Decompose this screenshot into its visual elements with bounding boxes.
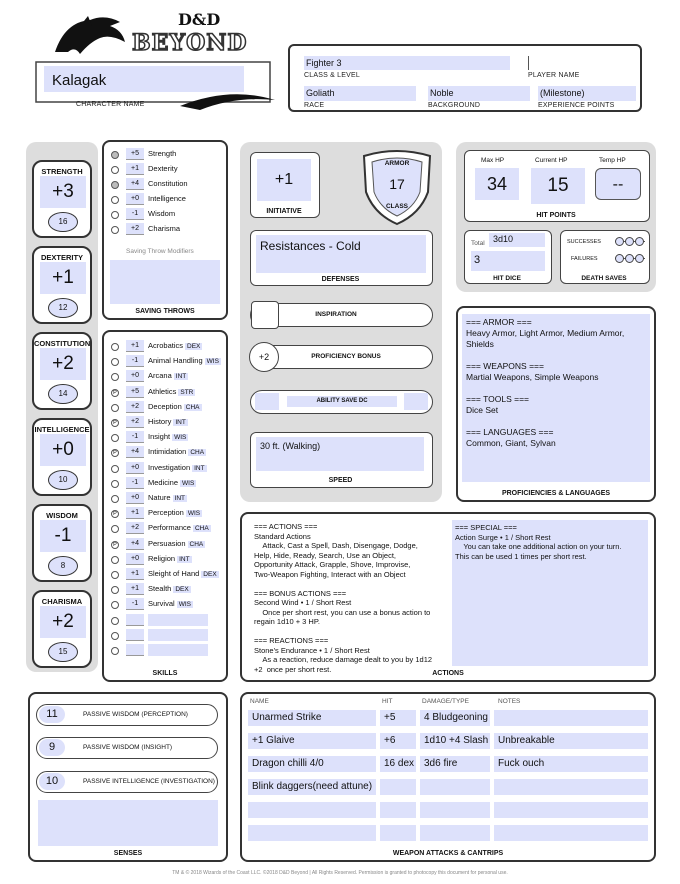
success-checks xyxy=(615,237,645,247)
weapon-hit-cell[interactable]: +6 xyxy=(380,733,416,749)
ability-save-right[interactable] xyxy=(404,393,428,410)
ability-modifier[interactable]: +2 xyxy=(40,348,86,380)
speed-box xyxy=(250,432,433,488)
skill-value: +5 xyxy=(126,386,144,398)
skill-name xyxy=(148,463,207,472)
experience-field[interactable]: (Milestone) xyxy=(538,86,636,101)
skill-name-text: Intimidation xyxy=(148,447,187,457)
successes-label: SUCCESSES xyxy=(567,239,601,245)
skill-stat: WIS xyxy=(187,510,201,518)
skill-row[interactable] xyxy=(104,446,224,460)
save-value: +2 xyxy=(126,223,144,235)
sense-label: PASSIVE WISDOM (INSIGHT) xyxy=(83,744,173,751)
skill-value[interactable] xyxy=(126,629,144,641)
skill-name-text: Deception xyxy=(148,401,182,411)
skill-row-empty[interactable] xyxy=(104,644,224,658)
skill-value: +4 xyxy=(126,446,144,458)
proficiency-circle[interactable] xyxy=(111,151,119,159)
defenses-box xyxy=(250,230,433,286)
failure-circle[interactable] xyxy=(615,254,624,263)
skill-stat: WIS xyxy=(174,434,187,442)
save-value: -1 xyxy=(126,208,144,220)
skill-name xyxy=(148,554,192,563)
proficiency-circle[interactable] xyxy=(111,480,119,488)
weapon-name-cell[interactable]: Unarmed Strike xyxy=(248,710,376,726)
initiative-label: INITIATIVE xyxy=(266,208,302,215)
skill-row[interactable] xyxy=(104,538,224,552)
ability-wisdom xyxy=(32,504,92,582)
player-name-field[interactable] xyxy=(528,56,628,70)
ability-dexterity xyxy=(32,246,92,324)
dragon-logo-icon xyxy=(50,12,130,58)
speed-label: SPEED xyxy=(328,477,353,484)
weapon-hit-cell[interactable] xyxy=(380,779,416,795)
skill-name-text: Persuasion xyxy=(148,538,186,548)
skill-name-text: Stealth xyxy=(148,584,172,594)
save-value: +1 xyxy=(126,163,144,175)
save-intelligence[interactable] xyxy=(104,193,224,207)
logo xyxy=(50,10,270,60)
skill-name-text: Arcana xyxy=(148,371,172,381)
skill-name-field[interactable] xyxy=(148,614,208,626)
proficiency-circle[interactable] xyxy=(111,226,119,234)
weapon-name-cell[interactable]: Dragon chilli 4/0 xyxy=(248,756,376,772)
character-name-label: CHARACTER NAME xyxy=(76,101,145,108)
proficiency-circle[interactable] xyxy=(111,166,119,174)
skill-name-text: Survival xyxy=(148,599,175,609)
sense-label: PASSIVE WISDOM (PERCEPTION) xyxy=(83,711,188,718)
proficiency-circle[interactable] xyxy=(111,556,119,564)
armor-class-value[interactable]: 17 xyxy=(389,176,405,192)
skill-name-text: Acrobatics xyxy=(148,341,184,350)
ability-score[interactable]: 8 xyxy=(48,556,78,576)
skill-name xyxy=(148,599,193,608)
weapon-hit-cell[interactable] xyxy=(380,825,416,841)
saving-throw-modifiers-field[interactable] xyxy=(110,260,220,304)
current-hp-value[interactable]: 15 xyxy=(531,168,585,204)
sense-label: PASSIVE INTELLIGENCE (INVESTIGATION) xyxy=(83,778,215,785)
skill-value: -1 xyxy=(126,355,144,367)
skill-name xyxy=(148,493,187,502)
weapon-notes-cell[interactable]: Fuck ouch xyxy=(494,756,648,772)
inspiration-label: INSPIRATION xyxy=(315,311,357,318)
save-strength[interactable] xyxy=(104,148,224,162)
proficiency-circle[interactable] xyxy=(111,571,119,579)
save-name: Strength xyxy=(148,149,177,158)
ability-name: CONSTITUTION xyxy=(34,339,91,348)
ability-save-pill xyxy=(250,390,433,414)
defenses-label: DEFENSES xyxy=(321,276,360,283)
weapon-hit-cell[interactable] xyxy=(380,802,416,818)
background-field[interactable]: Noble xyxy=(428,86,530,101)
weapons-title: WEAPON ATTACKS & CANTRIPS xyxy=(392,850,504,857)
footer-text: TM & © 2018 Wizards of the Coast LLC. ©2018 D&D Beyond | All Rights Reserved. Permission is granted to photocopy this document for personal use. xyxy=(172,870,508,876)
skill-name xyxy=(148,371,188,380)
armor-class-shield xyxy=(360,148,434,226)
proficiency-circle[interactable] xyxy=(111,434,119,442)
weapon-name-cell[interactable] xyxy=(248,825,376,841)
save-constitution[interactable] xyxy=(104,178,224,192)
inspiration-pill[interactable] xyxy=(250,303,433,327)
passive-investigation xyxy=(36,771,218,793)
weapon-notes-cell[interactable]: Unbreakable xyxy=(494,733,648,749)
skill-value: -1 xyxy=(126,477,144,489)
ability-name: DEXTERITY xyxy=(40,253,84,262)
skill-name xyxy=(148,478,196,487)
class-level-label: CLASS & LEVEL xyxy=(304,72,360,79)
skill-row-empty[interactable] xyxy=(104,629,224,643)
weapon-header-notes: NOTES xyxy=(498,698,521,705)
skill-name-text: Performance xyxy=(148,523,191,533)
proficiencies-text[interactable]: === ARMOR === Heavy Armor, Light Armor, Medium Armor, Shields === WEAPONS === Martial Weapons, Simple Weapons === TOOLS === Dice Set === LANGUAGES === Common, Giant, Sylvan xyxy=(462,314,650,482)
ability-score[interactable]: 14 xyxy=(48,384,78,404)
armor-label: ARMOR xyxy=(384,160,410,167)
skill-row-empty[interactable] xyxy=(104,614,224,628)
skill-name-text: Religion xyxy=(148,553,176,563)
failure-checks xyxy=(615,254,645,264)
proficiency-circle[interactable] xyxy=(111,617,119,625)
ability-save-label: ABILITY SAVE DC xyxy=(316,398,368,404)
actions-title: ACTIONS xyxy=(432,670,464,677)
max-hp-value[interactable]: 34 xyxy=(475,168,519,200)
skill-value: +1 xyxy=(126,568,144,580)
skill-name-text: Sleight of Hand xyxy=(148,569,200,578)
weapon-header-name: NAME xyxy=(250,698,269,705)
ability-modifier[interactable]: +1 xyxy=(40,262,86,294)
header-info xyxy=(288,44,642,112)
skill-row[interactable] xyxy=(104,401,224,415)
skill-name-text: History xyxy=(148,417,172,426)
skill-name-text: Insight xyxy=(148,432,171,442)
proficiency-circle[interactable] xyxy=(111,586,119,594)
logo-dnd: D&D xyxy=(178,10,221,29)
weapon-damage-cell[interactable]: 3d6 fire xyxy=(420,756,490,772)
sense-value[interactable]: 10 xyxy=(39,773,65,790)
proficiencies-panel xyxy=(456,306,656,502)
weapon-notes-cell[interactable] xyxy=(494,710,648,726)
skill-row[interactable] xyxy=(104,462,224,476)
skill-name xyxy=(148,387,195,396)
success-circle[interactable] xyxy=(615,237,624,246)
death-saves-box xyxy=(560,230,650,284)
proficiency-circle[interactable] xyxy=(111,196,119,204)
skill-name xyxy=(148,523,211,532)
skill-stat: WIS xyxy=(182,479,195,487)
race-field[interactable]: Goliath xyxy=(304,86,416,101)
save-name: Intelligence xyxy=(148,194,186,203)
save-name: Charisma xyxy=(148,224,181,233)
skill-value: -1 xyxy=(126,431,144,443)
skill-name-field[interactable] xyxy=(148,629,208,641)
proficiency-bonus-value[interactable]: +2 xyxy=(249,342,279,372)
player-name-label: PLAYER NAME xyxy=(528,72,580,79)
ability-save-left[interactable] xyxy=(255,393,279,410)
proficiency-circle[interactable]: P xyxy=(111,419,119,427)
skill-name-text: Animal Handling xyxy=(148,356,203,366)
proficiency-circle[interactable]: P xyxy=(111,510,119,518)
ability-score[interactable]: 16 xyxy=(48,212,78,232)
hit-dice-value[interactable]: 3 xyxy=(471,251,545,271)
skill-name xyxy=(148,356,221,365)
max-hp-label: Max HP xyxy=(481,157,505,164)
saving-throws-panel xyxy=(102,140,228,320)
skill-row[interactable] xyxy=(104,522,224,536)
skill-name-text: Perception xyxy=(148,508,184,518)
skill-name xyxy=(148,341,202,350)
skill-row[interactable] xyxy=(104,340,224,354)
proficiency-bonus-label: PROFICIENCY BONUS xyxy=(311,353,381,360)
skill-stat: CHA xyxy=(194,525,209,533)
character-name-scroll xyxy=(30,56,280,112)
skill-row[interactable] xyxy=(104,370,224,384)
failure-circle[interactable] xyxy=(625,254,634,263)
skill-name xyxy=(148,402,202,411)
skill-value: +4 xyxy=(126,538,144,550)
proficiency-circle[interactable]: P xyxy=(111,389,119,397)
proficiency-circle[interactable] xyxy=(111,358,119,366)
actions-panel xyxy=(240,512,656,682)
experience-label: EXPERIENCE POINTS xyxy=(538,102,615,109)
skill-row[interactable] xyxy=(104,583,224,597)
skill-value: +0 xyxy=(126,553,144,565)
ability-name: CHARISMA xyxy=(41,597,83,606)
logo-beyond: BEYOND xyxy=(132,30,248,56)
save-dexterity[interactable] xyxy=(104,163,224,177)
skills-title: SKILLS xyxy=(152,670,178,677)
proficiency-circle[interactable] xyxy=(111,181,119,189)
skill-value: +2 xyxy=(126,416,144,428)
weapon-notes-cell[interactable] xyxy=(494,825,648,841)
skill-value: +0 xyxy=(126,492,144,504)
skill-stat: WIS xyxy=(206,358,219,366)
weapon-notes-cell[interactable] xyxy=(494,779,648,795)
inspiration-checkbox[interactable] xyxy=(251,301,279,329)
skills-panel xyxy=(102,330,228,682)
skill-stat: INT xyxy=(194,464,205,472)
skill-name xyxy=(148,417,188,426)
skill-row[interactable] xyxy=(104,553,224,567)
weapon-damage-cell[interactable] xyxy=(420,802,490,818)
skill-row[interactable] xyxy=(104,598,224,612)
skill-value: -1 xyxy=(126,598,144,610)
hit-dice-total[interactable]: 3d10 xyxy=(489,233,545,247)
skill-stat: DEX xyxy=(187,343,201,350)
character-name-field[interactable]: Kalagak xyxy=(44,66,244,92)
weapon-damage-cell[interactable] xyxy=(420,779,490,795)
proficiency-circle[interactable]: P xyxy=(111,541,119,549)
weapon-damage-cell[interactable]: 4 Bludgeoning xyxy=(420,710,490,726)
skill-value[interactable] xyxy=(126,644,144,656)
ability-name: INTELLIGENCE xyxy=(34,425,90,434)
skill-name-field[interactable] xyxy=(148,644,208,656)
hit-dice-box xyxy=(464,230,552,284)
skill-name-text: Investigation xyxy=(148,462,191,472)
skill-name xyxy=(148,584,191,593)
ability-score[interactable]: 10 xyxy=(48,470,78,490)
skill-stat: STR xyxy=(180,388,194,396)
proficiency-circle[interactable] xyxy=(111,525,119,533)
proficiency-circle[interactable] xyxy=(111,647,119,655)
save-value: +0 xyxy=(126,193,144,205)
proficiency-circle[interactable] xyxy=(111,343,119,351)
senses-notes[interactable] xyxy=(38,800,218,846)
skill-name xyxy=(148,447,206,456)
current-hp-label: Current HP xyxy=(535,157,568,164)
skill-stat: CHA xyxy=(190,449,205,457)
save-charisma[interactable] xyxy=(104,223,224,237)
ability-name: WISDOM xyxy=(46,511,78,520)
save-value: +4 xyxy=(126,178,144,190)
skill-value: +1 xyxy=(126,340,144,352)
weapon-damage-cell[interactable] xyxy=(420,825,490,841)
ability-modifier[interactable]: +3 xyxy=(40,176,86,208)
skill-name xyxy=(148,569,219,578)
sense-value[interactable]: 11 xyxy=(39,706,65,723)
proficiency-circle[interactable] xyxy=(111,632,119,640)
hit-dice-total-label: Total xyxy=(471,240,485,247)
save-value: +5 xyxy=(126,148,144,160)
proficiency-circle[interactable] xyxy=(111,373,119,381)
speed-value[interactable]: 30 ft. (Walking) xyxy=(256,437,424,471)
weapon-name-cell[interactable]: +1 Glaive xyxy=(248,733,376,749)
hit-dice-title: HIT DICE xyxy=(493,275,521,282)
hit-points-title: HIT POINTS xyxy=(536,212,576,219)
ability-strength xyxy=(32,160,92,238)
ability-intelligence xyxy=(32,418,92,496)
skill-value: +1 xyxy=(126,583,144,595)
ability-charisma xyxy=(32,590,92,668)
weapon-header-hit: HIT xyxy=(382,698,393,705)
temp-hp-label: Temp HP xyxy=(599,157,626,164)
actions-right-text[interactable]: === SPECIAL === Action Surge • 1 / Short Rest You can take one additional action on your turn. This can be used 1 times per short rest. xyxy=(452,520,648,666)
skill-value: +0 xyxy=(126,462,144,474)
success-circle[interactable] xyxy=(635,237,644,246)
class-label: CLASS xyxy=(385,203,409,210)
skill-name-text: Nature xyxy=(148,493,171,502)
hit-points-box xyxy=(464,150,650,222)
skill-name xyxy=(148,508,202,517)
save-name: Constitution xyxy=(148,179,188,188)
failures-label: FAILURES xyxy=(571,256,598,262)
initiative-box xyxy=(250,152,320,218)
saving-throws-title: SAVING THROWS xyxy=(135,308,195,315)
proficiency-bonus-pill xyxy=(250,345,433,369)
skill-stat: INT xyxy=(175,373,187,381)
weapon-hit-cell[interactable]: 16 dex xyxy=(380,756,416,772)
race-label: RACE xyxy=(304,102,325,109)
proficiency-circle[interactable] xyxy=(111,211,119,219)
proficiency-circle[interactable] xyxy=(111,495,119,503)
skill-row[interactable] xyxy=(104,416,224,430)
skill-name-text: Medicine xyxy=(148,477,179,487)
skill-value: +2 xyxy=(126,522,144,534)
sense-value[interactable]: 9 xyxy=(39,739,65,756)
skill-value: +2 xyxy=(126,401,144,413)
skill-value: +1 xyxy=(126,507,144,519)
proficiency-circle[interactable]: P xyxy=(111,449,119,457)
skill-stat: INT xyxy=(179,555,190,563)
skill-name xyxy=(148,432,188,441)
temp-hp-value[interactable]: -- xyxy=(595,168,641,200)
ability-score[interactable]: 15 xyxy=(48,642,78,662)
weapon-name-cell[interactable] xyxy=(248,802,376,818)
weapon-damage-cell[interactable]: 1d10 +4 Slash xyxy=(420,733,490,749)
passive-perception xyxy=(36,704,218,726)
skill-row[interactable] xyxy=(104,386,224,400)
skill-stat: WIS xyxy=(178,601,191,609)
skill-row[interactable] xyxy=(104,507,224,521)
skill-row[interactable] xyxy=(104,355,224,369)
proficiency-circle[interactable] xyxy=(111,601,119,609)
skill-stat: INT xyxy=(175,419,186,426)
skill-row[interactable] xyxy=(104,477,224,491)
weapon-name-cell[interactable]: Blink daggers(need attune) xyxy=(248,779,376,795)
ability-modifier[interactable]: +0 xyxy=(40,434,86,466)
failure-circle[interactable] xyxy=(635,254,644,263)
success-circle[interactable] xyxy=(625,237,634,246)
defenses-value[interactable]: Resistances - Cold xyxy=(256,235,426,273)
proficiencies-title: PROFICIENCIES & LANGUAGES xyxy=(501,490,611,497)
skill-stat: INT xyxy=(174,495,185,502)
saving-throw-modifiers-label: Saving Throw Modifiers xyxy=(126,248,194,255)
actions-left-text[interactable]: === ACTIONS === Standard Actions Attack, Cast a Spell, Dash, Disengage, Dodge, Help, Hide, Ready, Search, Use an Object, Opportunity Attack, Grapple, Shove, Improvise, Two-Weapon Fighting, Interact with an Object === BONUS ACTIONS === Second Wind • 1 / Short Rest Once per short rest, you can use a bonus action to regain 1d10 + 3 HP. === REACTIONS === Stone's Endurance • 1 / Short Rest As a reaction, reduce damage dealt to you by 1d12 +2 once per short rest. xyxy=(254,522,433,674)
death-saves-title: DEATH SAVES xyxy=(581,275,627,282)
skill-stat: DEX xyxy=(203,571,217,578)
weapon-notes-cell[interactable] xyxy=(494,802,648,818)
ability-modifier[interactable]: +2 xyxy=(40,606,86,638)
ability-modifier[interactable]: -1 xyxy=(40,520,86,552)
skill-stat: CHA xyxy=(189,540,204,548)
background-label: BACKGROUND xyxy=(428,102,481,109)
proficiency-circle[interactable] xyxy=(111,404,119,412)
ability-score[interactable]: 12 xyxy=(48,298,78,318)
ability-constitution xyxy=(32,332,92,410)
save-name: Wisdom xyxy=(148,209,176,218)
weapon-hit-cell[interactable]: +5 xyxy=(380,710,416,726)
skill-row[interactable] xyxy=(104,568,224,582)
skill-stat: DEX xyxy=(175,586,189,594)
senses-title: SENSES xyxy=(113,850,143,857)
weapon-header-damage: DAMAGE/TYPE xyxy=(422,698,469,705)
skill-row[interactable] xyxy=(104,431,224,445)
save-wisdom[interactable] xyxy=(104,208,224,222)
weapons-panel xyxy=(240,692,656,862)
save-name: Dexterity xyxy=(148,164,178,173)
ability-name: STRENGTH xyxy=(41,167,83,176)
skill-value[interactable] xyxy=(126,614,144,626)
skill-value: +0 xyxy=(126,370,144,382)
passive-insight xyxy=(36,737,218,759)
skill-name xyxy=(148,539,205,548)
class-level-field[interactable]: Fighter 3 xyxy=(304,56,510,70)
initiative-value[interactable]: +1 xyxy=(257,159,311,201)
skill-row[interactable] xyxy=(104,492,224,506)
proficiency-circle[interactable] xyxy=(111,465,119,473)
skill-stat: CHA xyxy=(185,403,200,411)
skill-name-text: Athletics xyxy=(148,386,177,396)
